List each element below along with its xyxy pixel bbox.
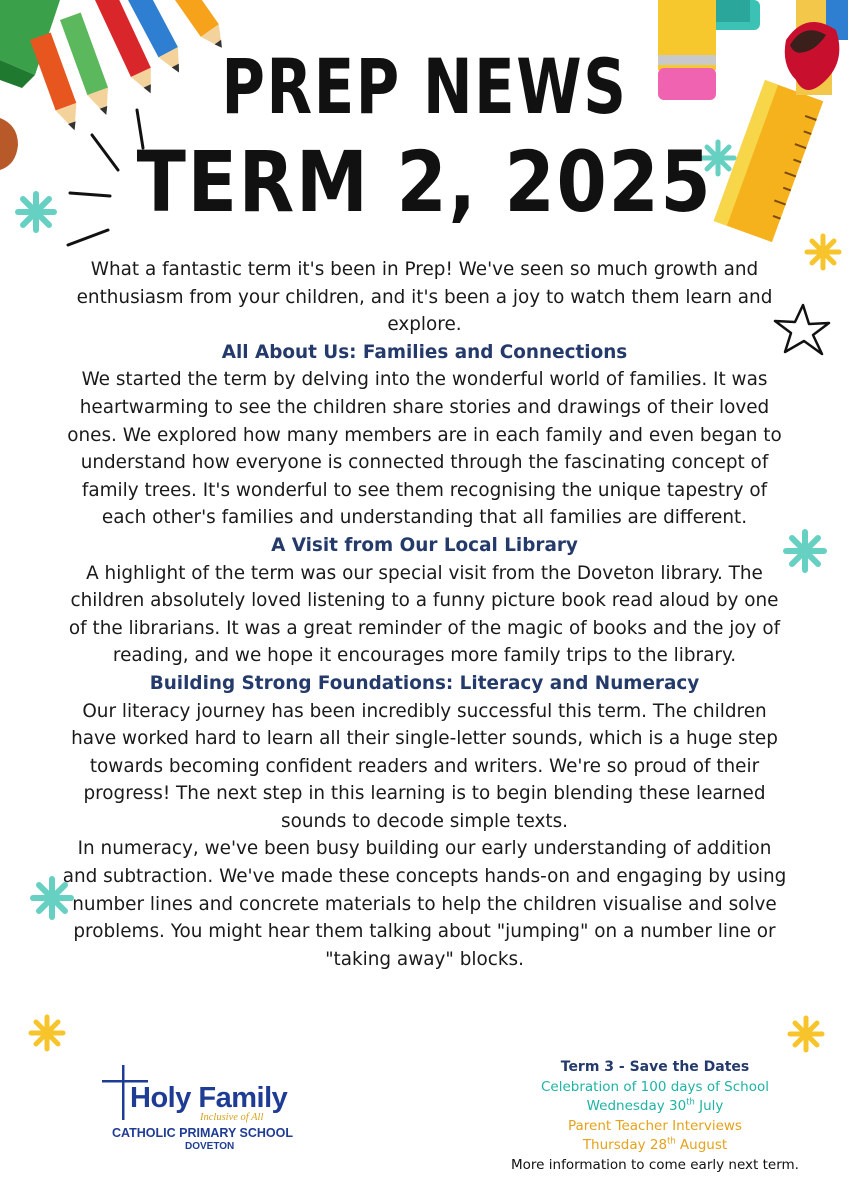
sparkle-teal-icon — [18, 194, 54, 230]
sparkle-yellow-icon — [31, 1017, 63, 1049]
school-suburb: DOVETON — [185, 1141, 235, 1152]
section-paragraph-families: We started the term by delving into the wonderful world of families. It was heartwarming to see the children share stories and drawings of their loved ones. We explored how many members are in each family and even began to understand how everyone is connected through the fascinating concept of family trees. It's wonderful to see them recognising the unique tapestry of each other's families and understanding that all families are different. — [67, 369, 782, 529]
section-paragraph-numeracy: In numeracy, we've been busy building our early understanding of addition and subtraction. We've made these concepts hands-on and engaging by using number lines and concrete materials to help the children visualise and solve problems. You might hear them talking about "jumping" on a number line or "taking away" blocks. — [62, 838, 787, 970]
sparkle-yellow-icon — [790, 1018, 822, 1050]
page-title-line-1: PREP NEWS — [221, 42, 628, 131]
event-2-name: Parent Teacher Interviews — [568, 1117, 742, 1134]
event-1-name: Celebration of 100 days of School — [541, 1078, 769, 1095]
more-info-note: More information to come early next term. — [511, 1156, 799, 1173]
section-paragraph-literacy: Our literacy journey has been incredibly successful this term. The children have worked hard to learn all their single-letter sounds, which is a huge step towards becoming confident readers and writers. We're so proud of their progress! The next step in this learning is to begin blending these learned sounds to decode simple texts. — [71, 700, 778, 832]
save-the-dates — [500, 1058, 810, 1175]
section-heading-foundations: Building Strong Foundations: Literacy and Numeracy — [149, 672, 700, 694]
school-logo — [100, 1062, 310, 1162]
section-paragraph-library: A highlight of the term was our special visit from the Doveton library. The children absolutely loved listening to a funny picture book read aloud by one of the librarians. It was a great reminder of the magic of books and the joy of reading, and we hope it encourages more family trips to the library. — [68, 562, 781, 667]
save-the-dates-heading: Term 3 - Save the Dates — [560, 1059, 750, 1075]
section-heading-families: All About Us: Families and Connections — [221, 341, 628, 363]
newsletter-body — [62, 256, 787, 973]
school-tagline: Inclusive of All — [200, 1112, 264, 1123]
event-2-date: Thursday 28th August — [582, 1135, 728, 1153]
sparkle-teal-icon — [786, 532, 824, 570]
school-type: CATHOLIC PRIMARY SCHOOL — [112, 1126, 294, 1140]
school-name: Holy Family — [130, 1082, 288, 1114]
event-1-date: Wednesday 30th July — [586, 1096, 724, 1114]
sparkle-yellow-icon — [807, 236, 839, 268]
section-heading-library: A Visit from Our Local Library — [271, 534, 578, 556]
intro-paragraph: What a fantastic term it's been in Prep! We've seen so much growth and enthusiasm from your children, and it's been a joy to watch them learn and explore. — [76, 259, 773, 336]
page-title-line-2: TERM 2, 2025 — [136, 133, 713, 231]
